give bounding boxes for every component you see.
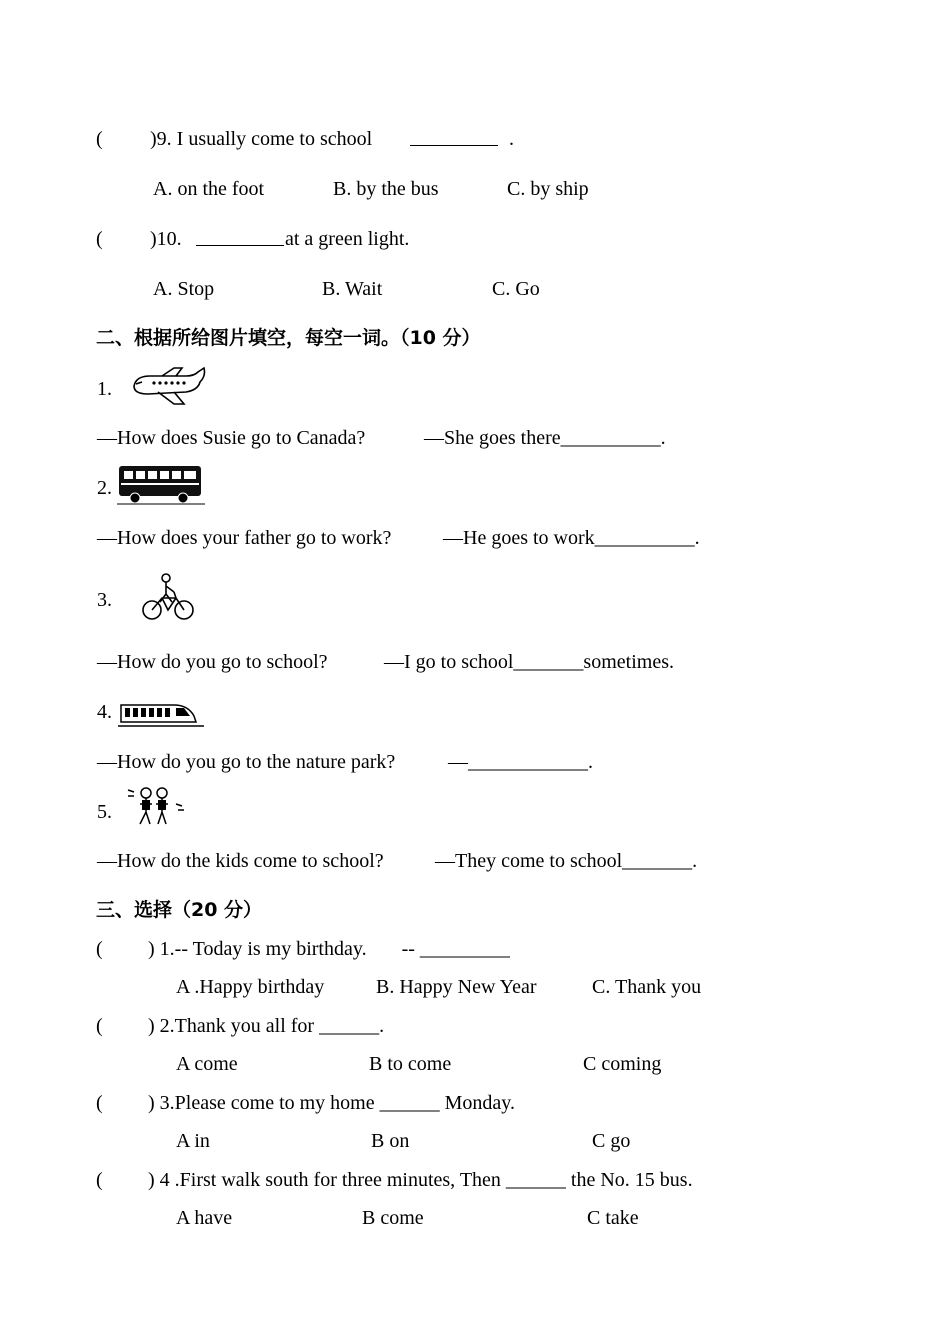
item3-answer: —I go to school_______sometimes. xyxy=(384,651,674,673)
item4-question: —How do you go to the nature park? xyxy=(97,751,396,773)
q10-option-c: C. Go xyxy=(492,278,540,300)
q10-paren: ( xyxy=(96,228,103,250)
airplane-icon xyxy=(128,364,208,410)
s3q1-stem: ) 1.-- Today is my birthday. -- _________ xyxy=(148,938,510,960)
q9-blank[interactable] xyxy=(410,127,498,152)
s3q3-option-c: C go xyxy=(592,1130,631,1152)
s3q3-option-a: A in xyxy=(176,1130,210,1152)
q9-option-a: A. on the foot xyxy=(153,178,265,200)
s3q3-option-b: B on xyxy=(371,1130,410,1152)
item4-answer: —____________. xyxy=(448,751,593,773)
item3-number: 3. xyxy=(97,589,112,611)
q9-option-c: C. by ship xyxy=(507,178,589,200)
q10-stem-suffix: at a green light. xyxy=(285,228,410,250)
s3q4-option-c: C take xyxy=(587,1207,639,1229)
q10-option-a: A. Stop xyxy=(153,278,215,300)
s3q1-paren: ( xyxy=(96,938,103,960)
s3q3-paren: ( xyxy=(96,1092,103,1114)
s3q4-option-a: A have xyxy=(176,1207,233,1229)
q10-stem-prefix: )10. xyxy=(150,228,182,250)
item5-question: —How do the kids come to school? xyxy=(97,850,384,872)
s3q2-stem: ) 2.Thank you all for ______. xyxy=(148,1015,385,1037)
item3-question: —How do you go to school? xyxy=(97,651,328,673)
s3q2-option-a: A come xyxy=(176,1053,238,1075)
item4-number: 4. xyxy=(97,701,112,723)
train-icon xyxy=(118,700,204,730)
s3q2-option-c: C coming xyxy=(583,1053,662,1075)
q9-period: . xyxy=(509,128,514,150)
bus-icon xyxy=(117,463,205,505)
bicycle-icon xyxy=(140,572,196,622)
item1-question: —How does Susie go to Canada? xyxy=(97,427,366,449)
s3q4-paren: ( xyxy=(96,1169,103,1191)
s3q1-option-a: A .Happy birthday xyxy=(176,976,325,998)
s3q1-option-c: C. Thank you xyxy=(592,976,702,998)
q10-blank[interactable] xyxy=(196,227,284,252)
s3q4-stem: ) 4 .First walk south for three minutes, Then ______ the No. 15 bus. xyxy=(148,1169,693,1191)
q9-stem: )9. I usually come to school xyxy=(150,128,373,150)
kids-walking-icon xyxy=(124,784,190,832)
s3q2-paren: ( xyxy=(96,1015,103,1037)
item1-number: 1. xyxy=(97,378,112,400)
q10-option-b: B. Wait xyxy=(322,278,383,300)
s3q3-stem: ) 3.Please come to my home ______ Monday. xyxy=(148,1092,515,1114)
s3q4-option-b: B come xyxy=(362,1207,424,1229)
q9-paren: ( xyxy=(96,128,103,150)
section3-heading: 三、选择（20 分） xyxy=(96,899,263,921)
item2-question: —How does your father go to work? xyxy=(97,527,392,549)
item2-number: 2. xyxy=(97,477,112,499)
item2-answer: —He goes to work__________. xyxy=(443,527,700,549)
s3q1-option-b: B. Happy New Year xyxy=(376,976,537,998)
item1-answer: —She goes there__________. xyxy=(424,427,666,449)
item5-number: 5. xyxy=(97,801,112,823)
section2-heading: 二、根据所给图片填空，每空一词。（10 分） xyxy=(96,327,481,349)
s3q2-option-b: B to come xyxy=(369,1053,452,1075)
q9-option-b: B. by the bus xyxy=(333,178,439,200)
item5-answer: —They come to school_______. xyxy=(435,850,698,872)
